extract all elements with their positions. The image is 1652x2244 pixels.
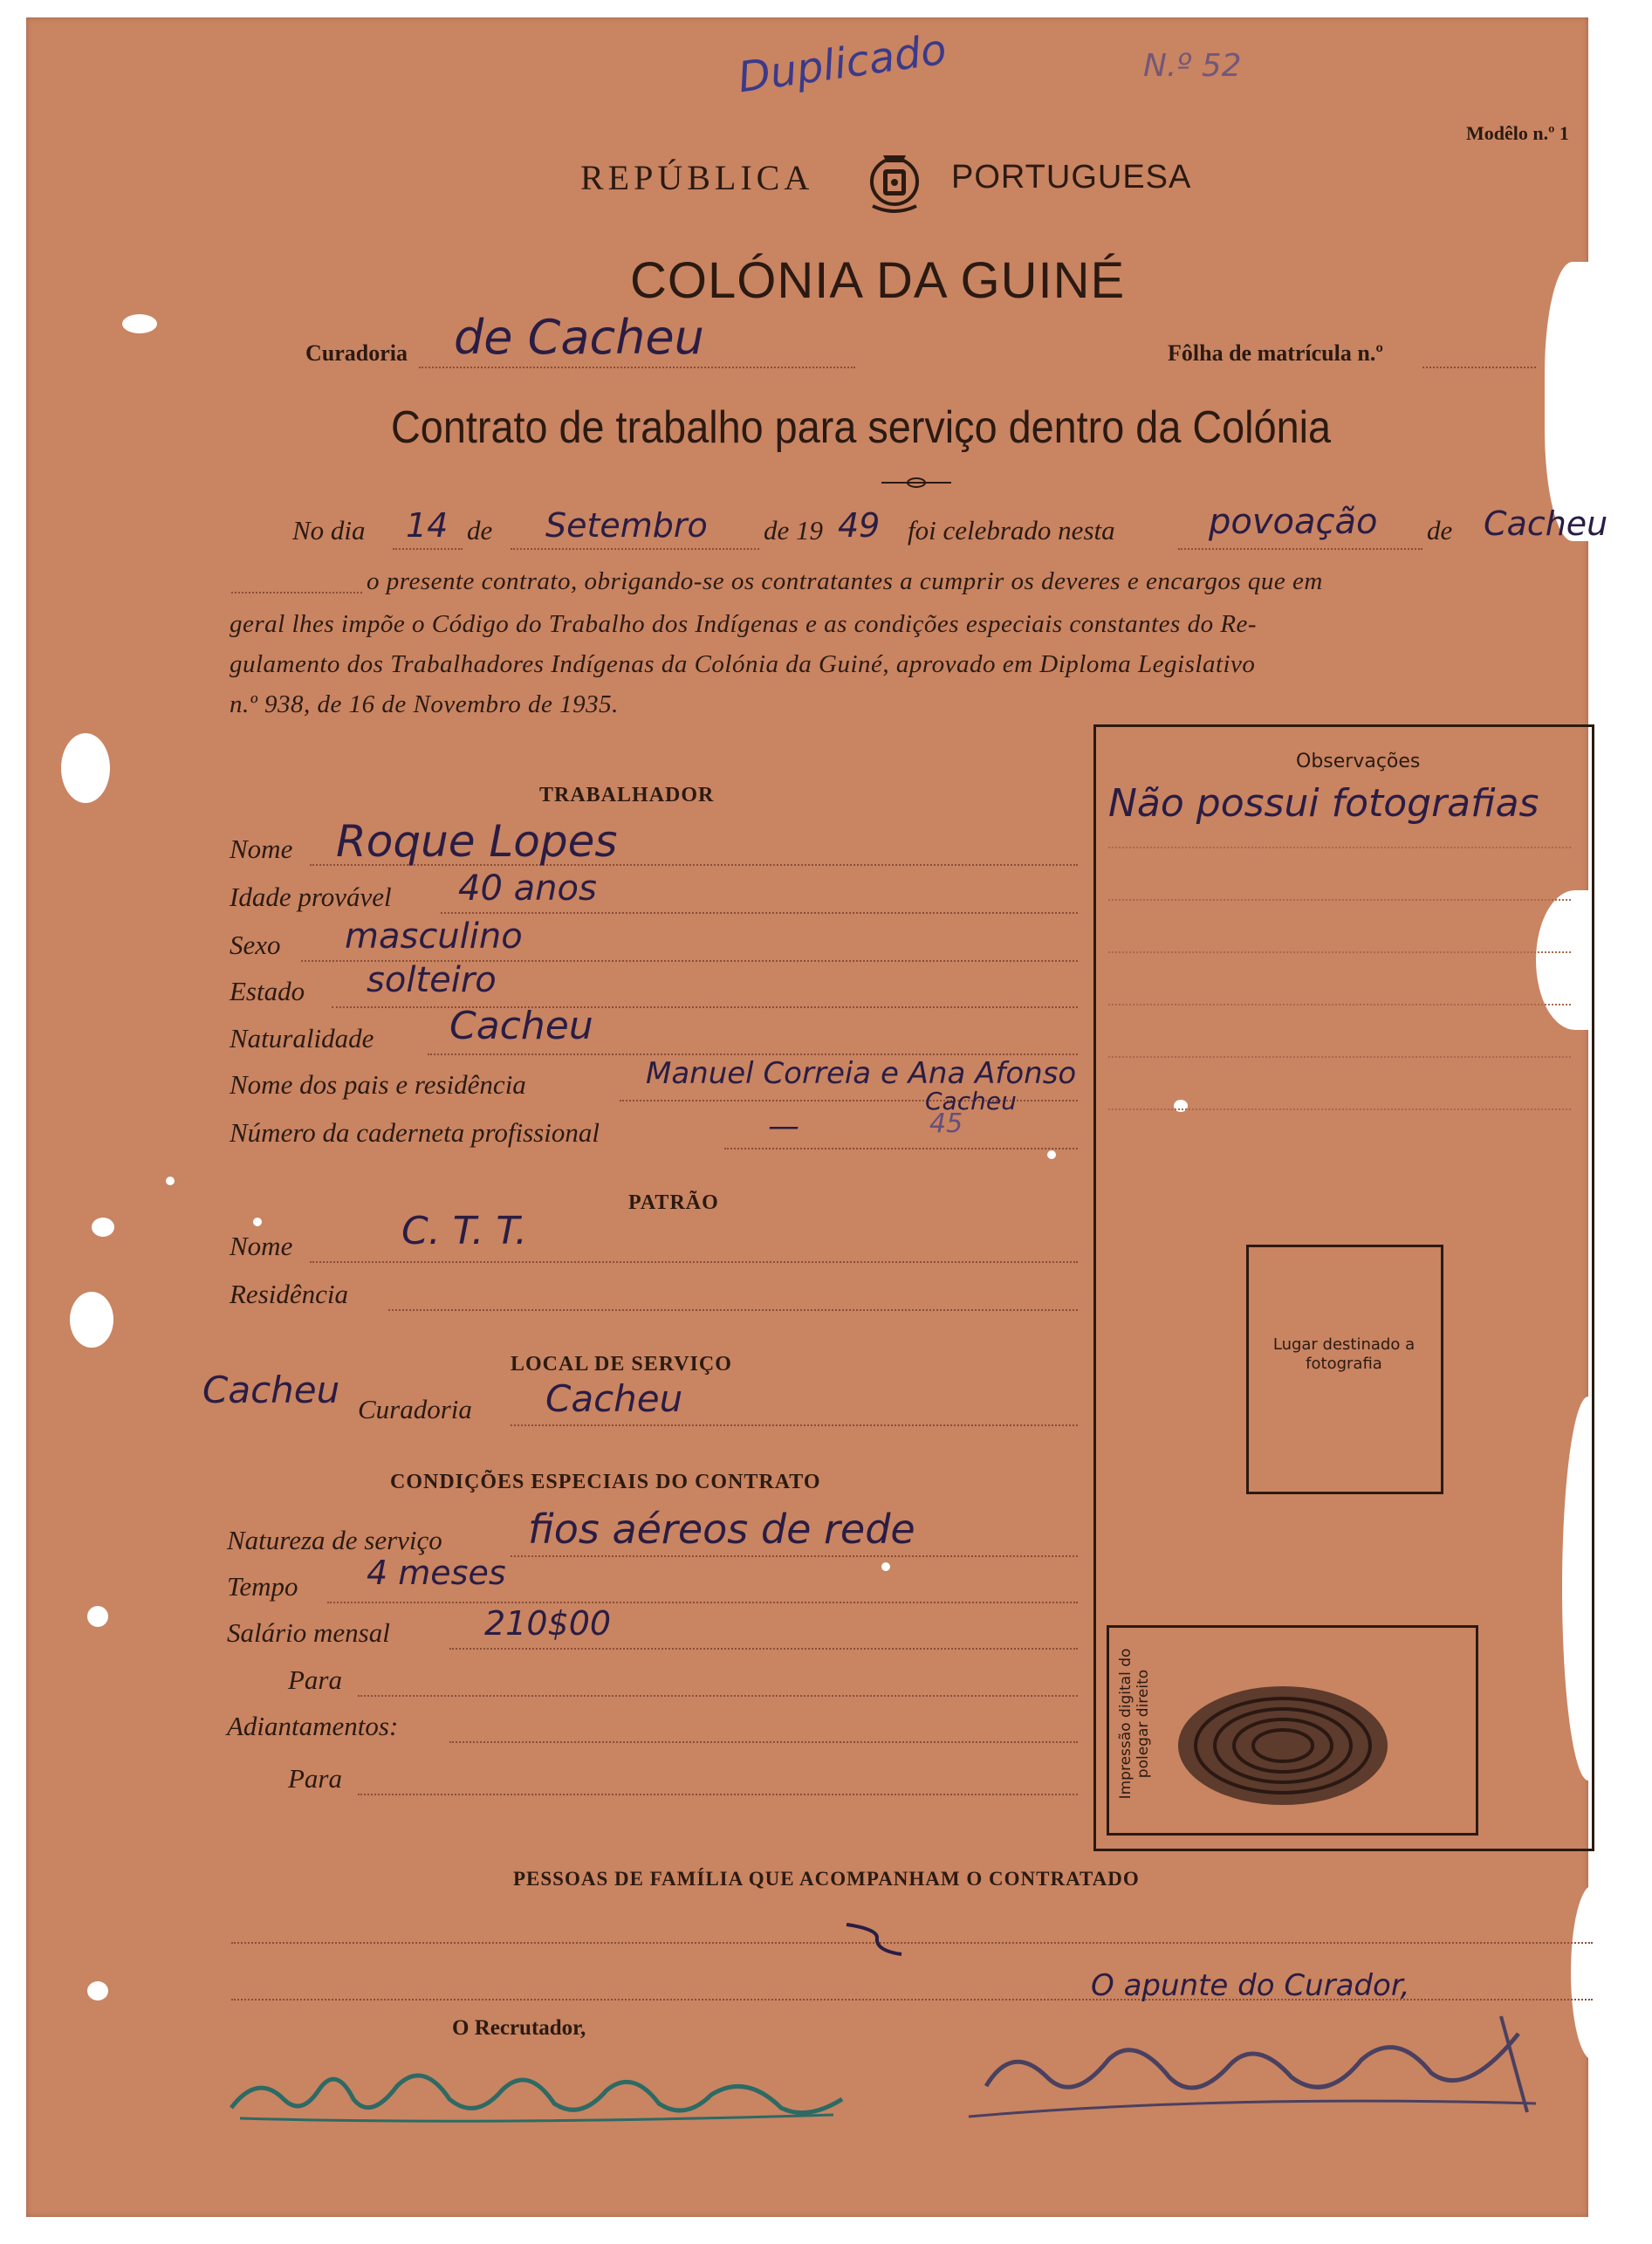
- intro-year: 49: [838, 506, 881, 545]
- estado-line: [332, 1006, 1078, 1008]
- residencia-line: [388, 1309, 1078, 1311]
- intro-de1: de: [467, 515, 493, 546]
- thumbprint-text: Impressão digital do polegar direito: [1117, 1648, 1152, 1800]
- punch-hole: [87, 1606, 108, 1627]
- pais-label: Nome dos pais e residência: [230, 1069, 526, 1100]
- condicoes-heading: CONDIÇÕES ESPECIAIS DO CONTRATO: [390, 1471, 821, 1493]
- local-curadoria-line: [511, 1424, 1078, 1426]
- caderneta-value: —: [768, 1108, 799, 1144]
- patrao-nome-value: C. T. T.: [401, 1209, 527, 1253]
- curadoria-line: [419, 367, 855, 368]
- curadoria-label: Curadoria: [305, 340, 408, 366]
- ornament-divider: [881, 476, 951, 488]
- caderneta-line: [724, 1148, 1078, 1149]
- intro-line2: o presente contrato, obrigando-se os contratantes a cumprir os deveres e encargos que em: [367, 567, 1323, 595]
- naturalidade-line: [428, 1053, 1078, 1055]
- contract-title: Contrato de trabalho para serviço dentro da Colónia: [391, 402, 1332, 453]
- obs-line: [1108, 1056, 1571, 1058]
- colonia-title: COLÓNIA DA GUINÉ: [630, 252, 1126, 309]
- para1-label: Para: [288, 1664, 342, 1695]
- intro-de2: de: [1427, 515, 1453, 546]
- recrutador-signature: [223, 2038, 851, 2134]
- punch-hole: [166, 1177, 175, 1185]
- punch-hole: [122, 314, 157, 333]
- pais-residencia: Cacheu: [925, 1087, 1017, 1115]
- punch-hole: [70, 1292, 113, 1348]
- patrao-nome-label: Nome: [230, 1231, 293, 1261]
- sexo-label: Sexo: [230, 930, 281, 960]
- number-annotation: N.º 52: [1143, 48, 1242, 84]
- intro-line3: geral lhes impõe o Código do Trabalho dos Indígenas e as condições especiais constantes do Re-: [230, 610, 1258, 638]
- punch-hole: [61, 733, 110, 803]
- para2-label: Para: [288, 1763, 342, 1794]
- obs-line: [1108, 1108, 1571, 1110]
- pais-value: Manuel Correia e Ana Afonso: [646, 1056, 1077, 1091]
- caderneta-extra: 45: [929, 1108, 963, 1139]
- curadoria-value: de Cacheu: [454, 310, 704, 365]
- duplicado-annotation: Duplicado: [735, 24, 949, 103]
- tempo-line: [327, 1602, 1078, 1603]
- trabalhador-heading: TRABALHADOR: [539, 784, 715, 806]
- torn-edge: [1571, 1885, 1614, 2060]
- idade-line: [441, 912, 1078, 914]
- idade-value: 40 anos: [458, 868, 597, 909]
- intro-day: 14: [406, 506, 449, 545]
- thumbprint-image: [1169, 1680, 1396, 1811]
- residencia-label: Residência: [230, 1279, 349, 1309]
- intro-line5: n.º 938, de 16 de Novembro de 1935.: [230, 690, 619, 718]
- salario-line: [449, 1648, 1078, 1650]
- local-margin-value: Cacheu: [202, 1369, 340, 1411]
- patrao-heading: PATRÃO: [628, 1191, 719, 1214]
- idade-label: Idade provável: [230, 882, 392, 912]
- patrao-nome-line: [310, 1261, 1078, 1263]
- adiantamentos-line: [449, 1741, 1078, 1743]
- estado-label: Estado: [230, 976, 305, 1006]
- obs-line: [1108, 899, 1571, 901]
- intro-no-dia: No dia: [292, 515, 366, 546]
- naturalidade-label: Naturalidade: [230, 1023, 374, 1053]
- familia-dash-mark: [842, 1916, 903, 1959]
- sexo-value: masculino: [345, 916, 523, 957]
- modelo-label: Modêlo n.º 1: [1466, 122, 1569, 144]
- nome-label: Nome: [230, 834, 293, 864]
- recrutador-label: O Recrutador,: [452, 2016, 586, 2040]
- salario-label: Salário mensal: [227, 1617, 390, 1648]
- naturalidade-value: Cacheu: [449, 1004, 593, 1048]
- caderneta-label: Número da caderneta profissional: [230, 1117, 600, 1148]
- intro-foi-celebrado: foi celebrado nesta: [908, 515, 1115, 546]
- familia-heading: PESSOAS DE FAMÍLIA QUE ACOMPANHAM O CONTRATADO: [513, 1868, 1140, 1890]
- day-line: [393, 548, 463, 550]
- coat-of-arms-icon: [864, 148, 925, 218]
- folha-label: Fôlha de matrícula n.º: [1168, 340, 1383, 366]
- para2-line: [358, 1794, 1078, 1795]
- para1-line: [358, 1695, 1078, 1697]
- intro-month: Setembro: [545, 506, 708, 545]
- salario-value: 210$00: [484, 1604, 612, 1643]
- portuguesa-text: PORTUGUESA: [951, 159, 1192, 196]
- intro-de-year: de 19: [764, 515, 824, 546]
- tempo-value: 4 meses: [367, 1554, 506, 1592]
- punch-hole: [1047, 1150, 1056, 1159]
- intro-place-type: povoação: [1209, 502, 1378, 542]
- observacoes-heading: Observações: [1296, 751, 1421, 772]
- observacoes-value: Não possui fotografias: [1108, 781, 1539, 826]
- intro-line4: gulamento dos Trabalhadores Indígenas da Colónia da Guiné, aprovado em Diploma Legislativo: [230, 650, 1256, 678]
- natureza-value: fios aéreos de rede: [528, 1506, 915, 1553]
- obs-line: [1108, 1004, 1571, 1005]
- curador-signature: [960, 1999, 1553, 2130]
- tempo-label: Tempo: [227, 1571, 298, 1602]
- obs-line: [1108, 951, 1571, 953]
- folha-line: [1422, 367, 1536, 368]
- obs-line: [1108, 847, 1571, 848]
- adiantamentos-label: Adiantamentos:: [227, 1711, 399, 1741]
- natureza-label: Natureza de serviço: [227, 1525, 442, 1555]
- republica-text: REPÚBLICA: [580, 158, 814, 197]
- intro-place: Cacheu: [1484, 504, 1608, 543]
- local-heading: LOCAL DE SERVIÇO: [511, 1353, 732, 1376]
- familia-line: [231, 1942, 1593, 1944]
- month-line: [511, 548, 759, 550]
- apunte-text: O apunte do Curador,: [1091, 1968, 1410, 2003]
- torn-edge: [1545, 262, 1614, 541]
- punch-hole: [881, 1562, 890, 1571]
- punch-hole: [92, 1218, 114, 1237]
- punch-hole: [253, 1218, 262, 1226]
- place-type-line: [1178, 548, 1422, 550]
- punch-hole: [87, 1981, 108, 2000]
- nome-value: Roque Lopes: [336, 816, 618, 867]
- estado-value: solteiro: [367, 960, 497, 1000]
- photo-text: Lugar destinado a fotografia: [1272, 1335, 1416, 1373]
- intro-line2-dots: [231, 592, 362, 594]
- natureza-line: [511, 1555, 1078, 1557]
- local-curadoria-value: Cacheu: [545, 1377, 683, 1420]
- local-curadoria-label: Curadoria: [358, 1394, 472, 1424]
